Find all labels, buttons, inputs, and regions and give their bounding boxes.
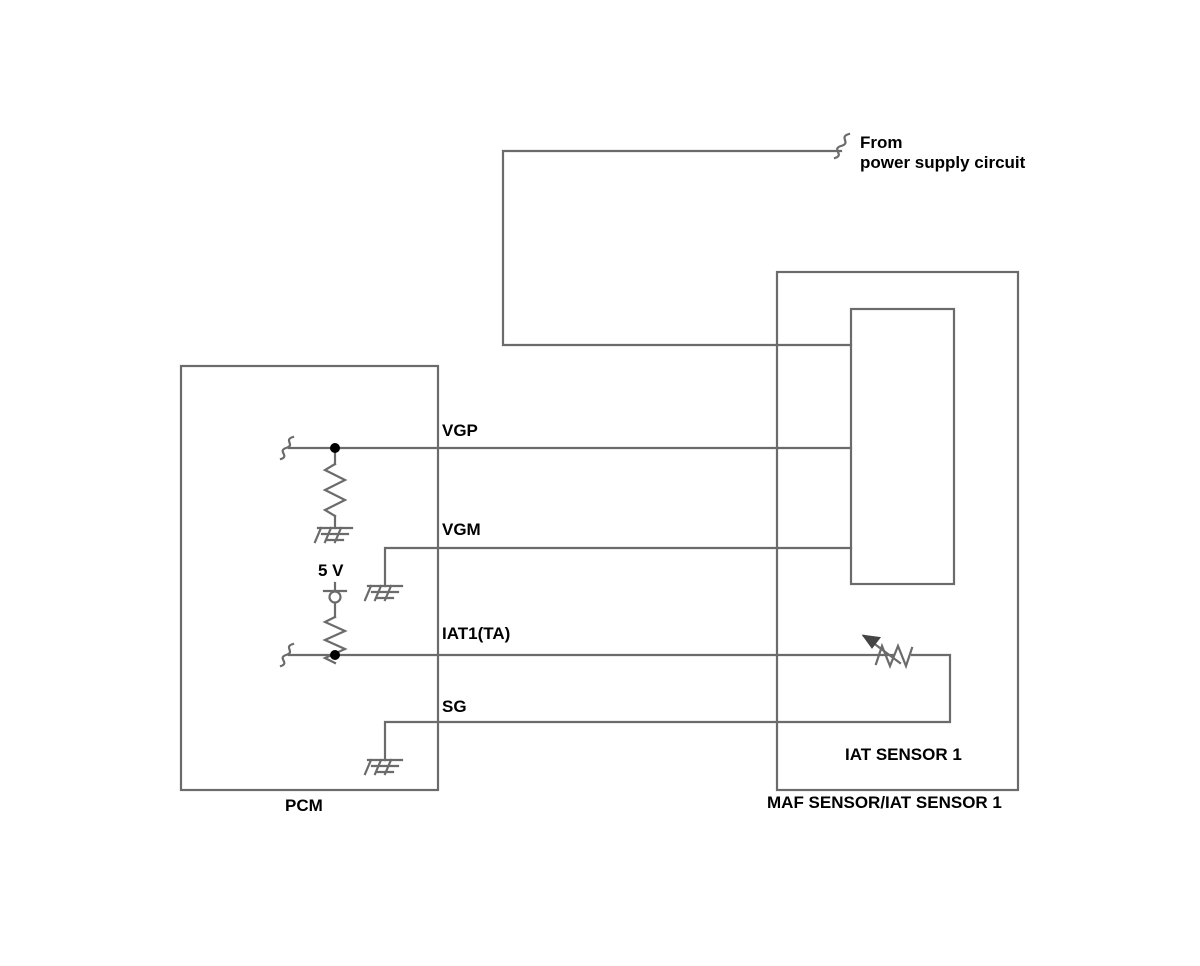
- iat1-junction-dot: [330, 650, 340, 660]
- five-volt-terminal-icon: [330, 592, 341, 603]
- power-supply-annotation-line1: From: [860, 133, 903, 152]
- pcm-box: [181, 366, 438, 790]
- power-supply-connector-icon: [835, 134, 849, 158]
- power-supply-annotation-line2: power supply circuit: [860, 153, 1026, 172]
- iat-sensor-1-label: IAT SENSOR 1: [845, 745, 962, 764]
- voltage-label-5v: 5 V: [318, 561, 344, 580]
- sg-ground-tick1: [365, 760, 371, 774]
- vgm-wire: [385, 548, 851, 586]
- signal-label-iat1: IAT1(TA): [442, 624, 511, 643]
- vgm-ground-tick1: [365, 586, 371, 600]
- vgp-junction-dot: [330, 443, 340, 453]
- vgp-ground-tick1: [315, 528, 321, 542]
- vgp-resistor-symbol: [325, 464, 345, 516]
- power-supply-wire: [503, 151, 851, 345]
- signal-label-sg: SG: [442, 697, 467, 716]
- signal-label-vgp: VGP: [442, 421, 478, 440]
- maf-iat-sensor-box: [777, 272, 1018, 790]
- pcm-label: PCM: [285, 796, 323, 815]
- maf-iat-sensor-label: MAF SENSOR/IAT SENSOR 1: [767, 793, 1002, 812]
- maf-element-box: [851, 309, 954, 584]
- signal-label-vgm: VGM: [442, 520, 481, 539]
